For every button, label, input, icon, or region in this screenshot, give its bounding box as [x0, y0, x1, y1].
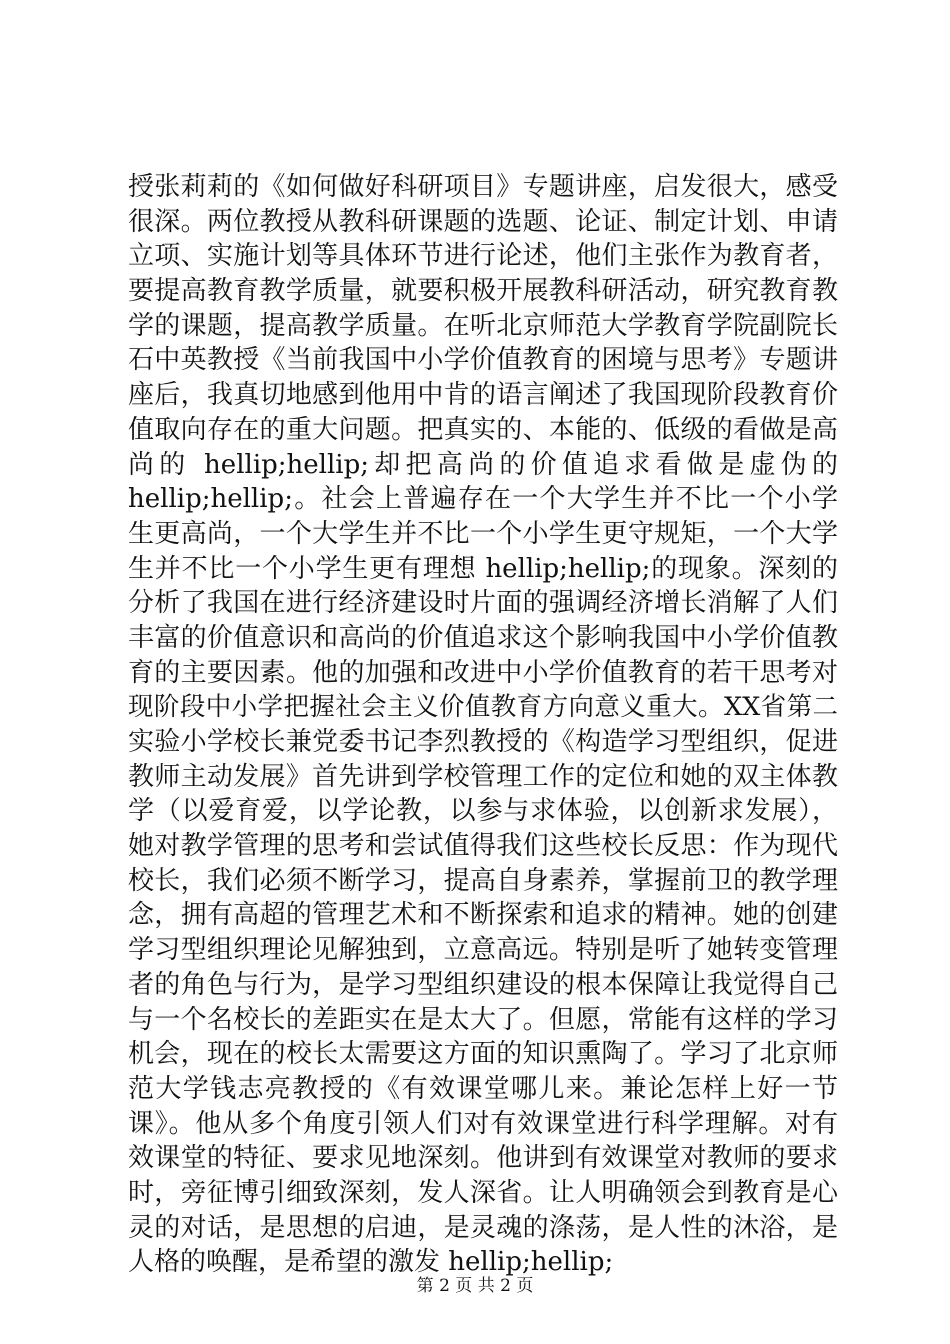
text-line: 她对教学管理的思考和尝试值得我们这些校长反思：作为现代 — [128, 831, 838, 862]
text-line: 丰富的价值意识和高尚的价值追求这个影响我国中小学价值教 — [128, 622, 838, 653]
text-line: 很深。两位教授从教科研课题的选题、论证、制定计划、申请 — [128, 206, 838, 237]
text-line: 校长，我们必须不断学习，提高自身素养，掌握前卫的教学理 — [128, 865, 838, 896]
text-line: 学（以爱育爱，以学论教，以参与求体验，以创新求发展）， — [128, 796, 838, 827]
text-line: 实验小学校长兼党委书记李烈教授的《构造学习型组织，促进 — [128, 727, 838, 757]
text-line: 生并不比一个小学生更有理想 hellip;hellip;的现象。深刻的 — [128, 553, 838, 584]
text-line: 值取向存在的重大问题。把真实的、本能的、低级的看做是高 — [128, 414, 838, 445]
text-line: 授张莉莉的《如何做好科研项目》专题讲座，启发很大，感受 — [128, 172, 838, 202]
text-line: 育的主要因素。他的加强和改进中小学价值教育的若干思考对 — [128, 657, 838, 688]
text-line: 要提高教育教学质量，就要积极开展教科研活动，研究教育教 — [128, 276, 838, 307]
text-line: 分析了我国在进行经济建设时片面的强调经济增长消解了人们 — [128, 588, 838, 619]
body-text — [128, 170, 838, 1280]
text-line: 范大学钱志亮教授的《有效课堂哪儿来。兼论怎样上好一节 — [128, 1073, 838, 1104]
text-line: 机会，现在的校长太需要这方面的知识熏陶了。学习了北京师 — [128, 1039, 838, 1070]
text-line: 与一个名校长的差距实在是太大了。但愿，常能有这样的学习 — [128, 1004, 838, 1035]
text-line: 课》。他从多个角度引领人们对有效课堂进行科学理解。对有 — [128, 1108, 838, 1139]
text-line: 现阶段中小学把握社会主义价值教育方向意义重大。XX省第二 — [128, 692, 838, 723]
text-line: 教师主动发展》首先讲到学校管理工作的定位和她的双主体教 — [128, 761, 838, 792]
text-line: 灵的对话，是思想的启迪，是灵魂的涤荡，是人性的沐浴，是 — [128, 1212, 838, 1243]
text-line: 人格的唤醒，是希望的激发 hellip;hellip; — [128, 1247, 614, 1278]
page-footer: 第 2 页 共 2 页 — [416, 1276, 534, 1296]
text-line: 时，旁征博引细致深刻，发人深省。让人明确领会到教育是心 — [128, 1177, 838, 1208]
text-line: 生更高尚，一个大学生并不比一个小学生更守规矩，一个大学 — [128, 518, 838, 549]
text-line: 念，拥有高超的管理艺术和不断探索和追求的精神。她的创建 — [128, 900, 838, 931]
text-line: 尚的 hellip;hellip;却把高尚的价值追求看做是虚伪的 — [128, 449, 838, 480]
text-line: 石中英教授《当前我国中小学价值教育的困境与思考》专题讲 — [128, 345, 838, 376]
text-line: 立项、实施计划等具体环节进行论述，他们主张作为教育者， — [128, 241, 838, 272]
text-line: 学的课题，提高教学质量。在听北京师范大学教育学院副院长 — [128, 310, 838, 341]
text-line: hellip;hellip;。社会上普遍存在一个大学生并不比一个小学 — [128, 484, 838, 515]
text-line: 座后，我真切地感到他用中肯的语言阐述了我国现阶段教育价 — [128, 380, 838, 411]
text-line: 效课堂的特征、要求见地深刻。他讲到有效课堂对教师的要求 — [128, 1143, 838, 1174]
text-line: 者的角色与行为，是学习型组织建设的根本保障让我觉得自己 — [128, 969, 838, 1000]
text-line: 学习型组织理论见解独到，立意高远。特别是听了她转变管理 — [128, 935, 838, 966]
